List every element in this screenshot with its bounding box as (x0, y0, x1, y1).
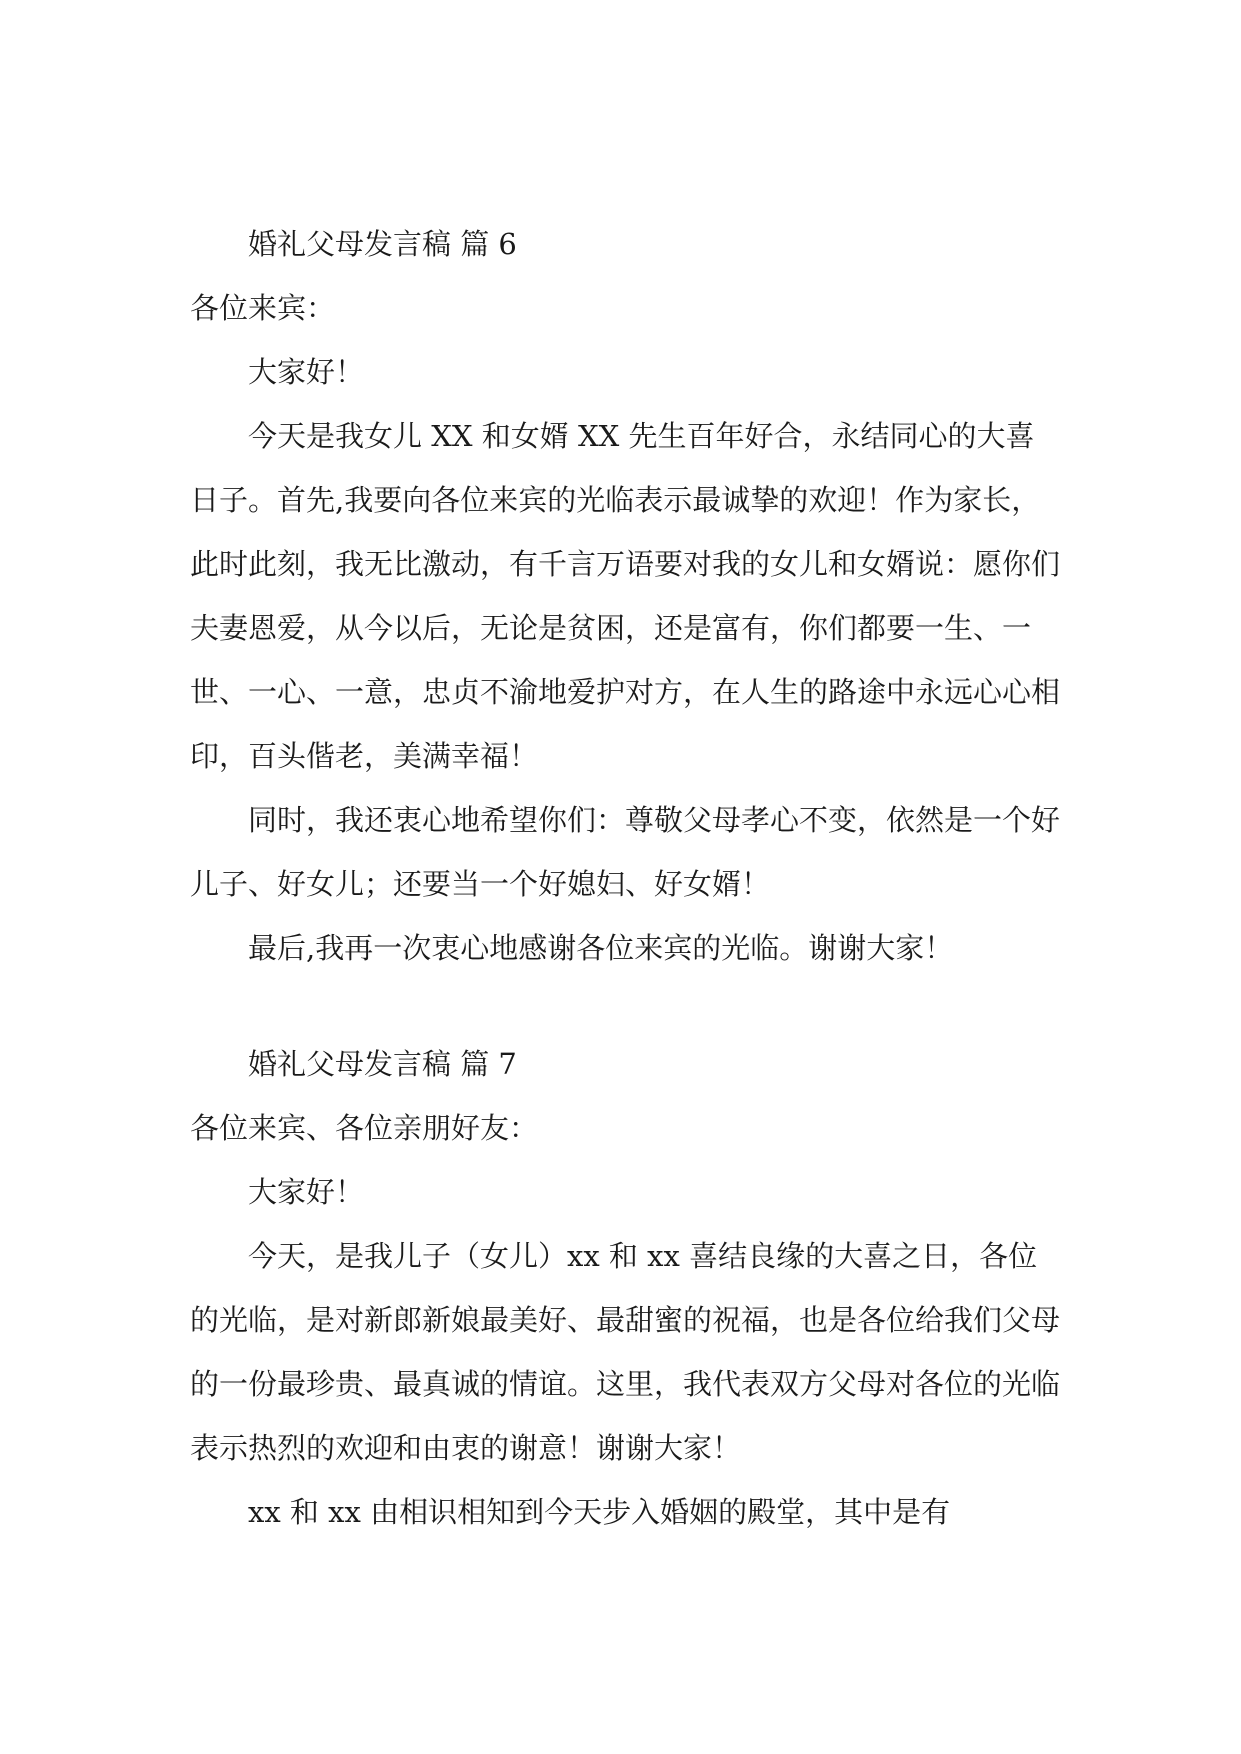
section-7-paragraph-2: xx 和 xx 由相识相知到今天步入婚姻的殿堂，其中是有 (248, 1495, 951, 1529)
section-6-greeting: 大家好！ (248, 355, 365, 389)
section-6-paragraph-1: 今天是我女儿 XX 和女婿 XX 先生百年好合，永结同心的大喜日子。首先,我要向各位来宾的光临表示最诚挚的欢迎！作为家长，此时此刻，我无比激动，有千言万语要对我的女儿和女婿说：愿你们夫妻恩爱，从今以后，无论是贫困，还是富有，你们都要一生、一世、一心、一意，忠贞不渝地爱护对方，在人生的路途中永远心心相印，百头偕老，美满幸福！ (190, 419, 1061, 773)
section-6-paragraph-3: 最后,我再一次衷心地感谢各位来宾的光临。谢谢大家！ (248, 931, 954, 965)
document-body (190, 212, 1060, 1544)
section-7-salutation: 各位来宾、各位亲朋好友： (190, 1111, 539, 1145)
section-6-title: 婚礼父母发言稿 篇 6 (248, 227, 517, 261)
section-6-salutation: 各位来宾： (190, 291, 336, 325)
section-7-greeting: 大家好！ (248, 1175, 365, 1209)
section-7-title: 婚礼父母发言稿 篇 7 (248, 1047, 517, 1081)
section-7-paragraph-1: 今天，是我儿子（女儿）xx 和 xx 喜结良缘的大喜之日，各位的光临，是对新郎新娘最美好、最甜蜜的祝福，也是各位给我们父母的一份最珍贵、最真诚的情谊。这里，我代表双方父母对各位的光临表示热烈的欢迎和由衷的谢意！谢谢大家！ (190, 1239, 1061, 1465)
section-divider (190, 980, 1060, 1032)
section-6-paragraph-2: 同时，我还衷心地希望你们：尊敬父母孝心不变，依然是一个好儿子、好女儿；还要当一个好媳妇、好女婿！ (190, 803, 1061, 901)
